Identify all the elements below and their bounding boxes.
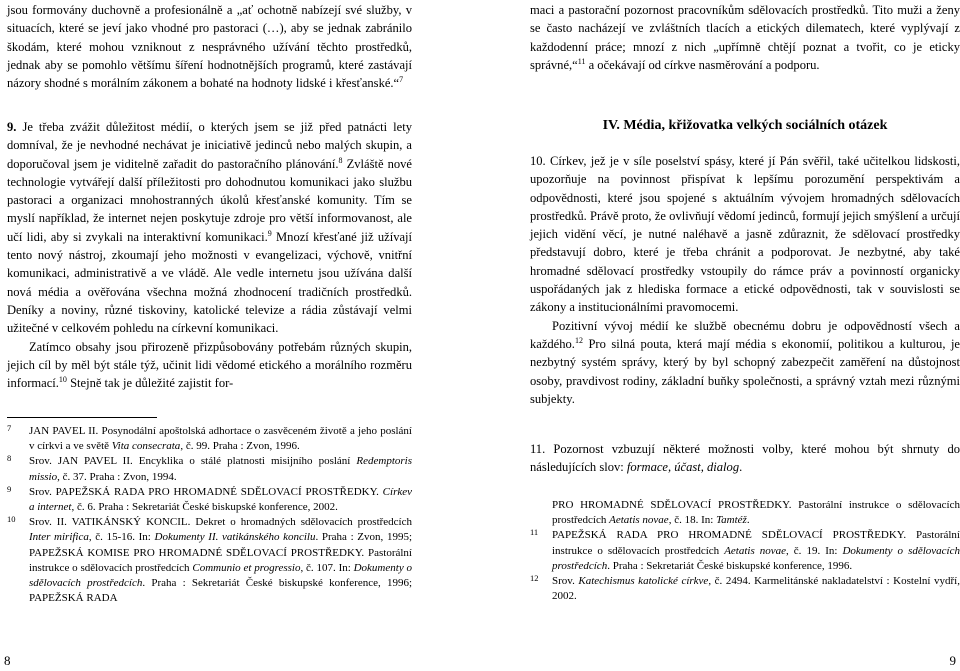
left-footnotes [7,424,412,606]
footnote-title: Katechismus katolické církve [578,575,709,588]
paragraph-9-text-1: Je třeba zvážit důležitost médií, o kterých jsem se již před patnácti lety domníval, že je nevhodné nechávat je iniciativě jedinců nebo malých skupin, a doporučoval jsem je viditelně zařadit do pastoračního plánování. [7,120,412,171]
footnote-11 [530,528,960,574]
left-top-text: jsou formovány duchovně a profesionálně a „ať ochotně nabízejí své služby, v situacích, které se jeví jako vhodné pro pastoraci (…), aby se jednak zabránilo škodám, které mohou vzniknout z nesprávného užívání těchto prostředků, jednak aby se pomohlo většímu šíření hodnotnějších programů, které zastávají názory shodné s morálním zákonem a bohaté na hodnoty lidské i křesťanské.“ [7,3,412,91]
footnote-text: JAN PAVEL II. Posynodální apoštolská adhortace o zasvěceném životě a jeho poslání v církvi a ve světě [29,425,412,453]
footnote-text: Srov. II. VATIKÁNSKÝ KONCIL. Dekret o hromadných sdělovacích prostředcích [29,516,412,529]
footnote-text: Srov. PAPEŽSKÁ RADA PRO HROMADNÉ SDĚLOVACÍ PROSTŘEDKY. [29,485,383,498]
paragraph-11 [530,440,960,477]
footnote-number: 7 [7,423,12,433]
footnote-text: . Praha : Sekretariát České biskupské konference, 1996. [607,559,853,572]
paragraph-9-text-3: Mnozí křesťané již užívají tento nový nástroj, zkoumají jeho možnosti v evangelizaci, výchově, vnitřní komunikaci, administrativě a ve vládě. Ale vedle internetu jsou užívána další nová média a ověřována všechna možná zhodnocení tradičních prostředků. Deníky a noviny, různé tiskoviny, katolické televize a rádia zůstávají velmi užitečné v celkovém pohledu na církevní komunikaci. [7,229,413,336]
paragraph-9-text-2: Zvláště nové technologie vytvářejí další příležitosti pro dohodnutou komunikaci jako službu pastoraci a organizaci mnohostranných úkolů křesťanské komunity. Tím se myslí například, že internet nejen poskytuje zdroje pro větší informovanost, ale učí lidi, aby si zvykali na interaktivní komunikaci. [7,156,412,244]
paragraph-11-emphasis: formace, účast, dialog [626,460,740,475]
footnote-number: 10 [7,514,16,525]
footnote-text: , č. 37. Praha : Zvon, 1994. [57,470,177,483]
right-top-text-end: a očekávají od církve nasměrování a podporu. [588,57,820,72]
footnote-ref-9[interactable]: 9 [267,228,272,238]
footnote-title: Dokumenty o sdělovacích prostředcích [552,544,960,572]
footnote-ref-12[interactable]: 12 [574,335,583,345]
footnote-text: , č. 2494. Karmelitánské nakladatelství : Kostelní vydří, 2002. [552,575,960,603]
paragraph-10b-text-2: Pro silná pouta, která mají média s ekonomií, politikou a kulturou, je nezbytný systém správy, který by byl schopný zabezpečit zaměření na důstojnost osoby, pravdivost rodiny, základní buňky společnosti, a správný vztah mezi různými subjekty. [530,336,960,406]
footnote-ref-8[interactable]: 8 [338,155,343,165]
footnote-8 [7,454,412,484]
paragraph-number-10: 10. [530,154,546,168]
footnote-7 [7,424,412,454]
footnote-text: . Praha : Zvon, 1995; PAPEŽSKÁ KOMISE PRO HROMADNÉ SDĚLOVACÍ PROSTŘEDKY. Pastorální instrukce o sdělovacích prostředcích [29,531,412,574]
footnote-ref-11[interactable]: 11 [577,56,586,66]
paragraph-10 [530,152,960,408]
footnote-title: Inter mirifica [29,531,89,544]
footnote-ref-7[interactable]: 7 [399,75,404,85]
paragraph-10-text: Církev, jež je v síle poselství spásy, které jí Pán svěřil, také učitelkou lidskosti, upozorňuje na povinnost přispívat k lepšímu porozumění perspektivám a odpovědnosti, které jsou spojené s aktuálním vývojem hromadných sdělovacích prostředků. Právě proto, že ovlivňují vědomí jedinců, formují jejich smýšlení a určují jejich vidění věcí, je nutné naléhavě a jasně zdůraznit, že sdělovací prostředky představují dobro, které je třeba chránit a podporovat. Je nezbytné, aby také hromadné sdělovací prostředky vstoupily do rámce práv a povinností organicky uspořádaných jak z hlediska formace a etické odpovědnosti, tak v souvislosti se zákony a institucionálními pravomocemi. [530,154,960,315]
page-number-left: 8 [4,653,11,668]
footnote-divider [7,417,157,418]
footnote-number: 12 [530,573,539,584]
footnote-ref-10[interactable]: 10 [58,375,67,385]
footnote-text: PRO HROMADNÉ SDĚLOVACÍ PROSTŘEDKY. Pastorální instrukce o sdělovacích prostředcích [552,499,960,527]
footnote-title: Aetatis novae [724,544,787,557]
footnote-text: , č. 107. In: [300,561,354,574]
footnote-10 [7,515,412,606]
footnote-title: Dokumenty o sdělovacích prostředcích [29,561,413,590]
footnote-text: , č. 15-16. In: [88,531,155,544]
footnote-title: Vita consecrata [111,440,181,453]
footnote-text: Srov. JAN PAVEL II. Encyklika o stálé platnosti misijního poslání [29,455,357,468]
footnote-title: Dokumenty II. vatikánského koncilu [154,531,316,544]
footnote-title: Redemptoris missio [29,455,412,483]
footnote-text: , č. 19. In: [786,544,843,557]
footnote-title: Tamtéž [716,514,747,527]
right-top-text: maci a pastorační pozornost pracovníkům sdělovacích prostředků. Tito muži a ženy se často nacházejí ve zvláštních tlacích a etických dilematech, které vyplývají z každodenní práce; mnozí z nich „upřímně chtějí poznat a tvořit, co je eticky správné,“ [530,3,960,72]
left-top-paragraph [7,1,412,92]
footnote-number: 11 [530,527,539,538]
paragraph-11-end: . [739,460,743,475]
right-footnotes [530,498,960,604]
paragraph-9 [7,118,412,392]
right-top-paragraph [530,1,960,74]
paragraph-11-text: Pozornost vzbuzují některé možnosti volby, které mohou být shrnuty do následujících slov: [530,442,960,475]
footnote-title: Církev a internet [29,485,412,514]
right-page [480,0,960,671]
footnote-number: 8 [7,453,12,464]
footnote-12 [530,574,960,604]
paragraph-number-9: 9. [7,120,17,134]
footnote-text: . Praha : Sekretariát České biskupské konference, 1996; PAPEŽSKÁ RADA [29,577,412,605]
paragraph-10b-text-1: Pozitivní vývoj médií ke službě obecnému dobru je odpovědností všech a každého. [530,318,960,351]
footnote-title: Aetatis novae [609,514,669,527]
footnote-title: Communio et progressio [192,561,301,574]
section-heading: IV. Média, křižovatka velkých sociálních otázek [602,118,888,133]
paragraph-number-11: 11. [530,442,546,456]
footnote-text: , č. 6. Praha : Sekretariát České biskupské konference, 2002. [71,501,338,514]
paragraph-9b-text-2: Stejně tak je důležité zajistit for- [70,376,234,391]
footnote-text: , č. 99. Praha : Zvon, 1996. [180,440,300,453]
footnote-text: PAPEŽSKÁ RADA PRO HROMADNÉ SDĚLOVACÍ PROSTŘEDKY. Pastorální instrukce o sdělovacích prostředcích [552,529,960,557]
footnote-10-continued [530,498,960,528]
footnote-number: 9 [7,483,12,494]
footnote-text: , č. 18. In: [668,514,717,527]
footnote-text: Srov. [552,575,579,588]
paragraph-9b-text-1: Zatímco obsahy jsou přirozeně přizpůsobovány potřebám různých skupin, jejich cíl by měl být stále týž, učinit lidi vědomé etického a morálního rozměru informací. [7,339,412,391]
footnote-text: . [746,514,750,527]
page-number-right: 9 [949,653,956,668]
footnote-9 [7,485,412,515]
